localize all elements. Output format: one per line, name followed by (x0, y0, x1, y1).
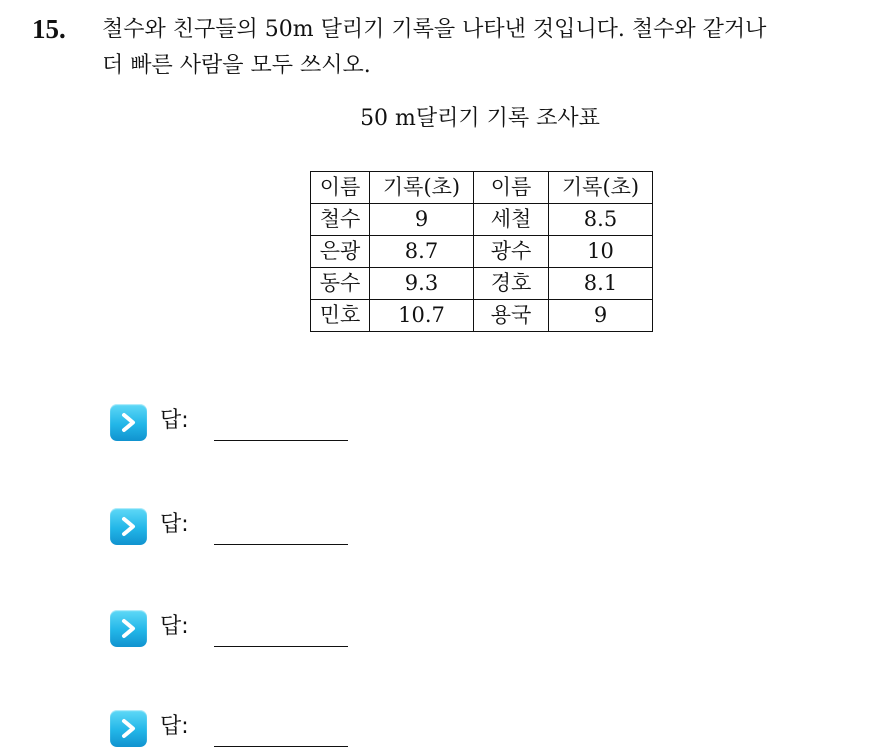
table-cell: 10 (549, 236, 653, 268)
answer-label: 답: (160, 408, 189, 433)
table-cell: 광수 (474, 236, 549, 268)
answer-label: 답: (160, 512, 189, 537)
table-row (311, 268, 653, 300)
table-title: 50 m달리기 기록 조사표 (360, 106, 600, 131)
chevron-right-icon (110, 710, 147, 747)
question-number: 15. (32, 14, 66, 44)
answer-blank[interactable] (214, 646, 348, 647)
table-cell: 8.7 (370, 236, 474, 268)
table-cell: 세철 (474, 204, 549, 236)
table-cell: 경호 (474, 268, 549, 300)
answer-blank[interactable] (214, 440, 348, 441)
table-cell: 철수 (311, 204, 370, 236)
answer-row-1 (110, 404, 370, 444)
table-header-cell: 이름 (474, 172, 549, 204)
table-cell: 9.3 (370, 268, 474, 300)
table-header-row (311, 172, 653, 204)
question-text: 철수와 친구들의 50m 달리기 기록을 나타낸 것입니다. 철수와 같거나 더 빠른 사람을 모두 쓰시오. (102, 17, 767, 78)
chevron-right-icon (110, 508, 147, 545)
table-cell: 8.5 (549, 204, 653, 236)
table-header-cell: 기록(초) (370, 172, 474, 204)
chevron-right-icon (110, 610, 147, 647)
answer-label: 답: (160, 714, 189, 739)
answer-row-3 (110, 610, 370, 650)
table-cell: 용국 (474, 300, 549, 332)
answer-blank[interactable] (214, 746, 348, 747)
table-cell: 9 (549, 300, 653, 332)
answer-row-4 (110, 710, 370, 750)
answer-label: 답: (160, 614, 189, 639)
record-table (310, 171, 653, 332)
table-header-cell: 이름 (311, 172, 370, 204)
table-row (311, 204, 653, 236)
table-cell: 8.1 (549, 268, 653, 300)
answer-blank[interactable] (214, 544, 348, 545)
table-header-cell: 기록(초) (549, 172, 653, 204)
table-cell: 10.7 (370, 300, 474, 332)
table-row (311, 300, 653, 332)
table-cell: 동수 (311, 268, 370, 300)
table-cell: 은광 (311, 236, 370, 268)
chevron-right-icon (110, 404, 147, 441)
table-row (311, 236, 653, 268)
table-cell: 민호 (311, 300, 370, 332)
answer-row-2 (110, 508, 370, 548)
table-cell: 9 (370, 204, 474, 236)
